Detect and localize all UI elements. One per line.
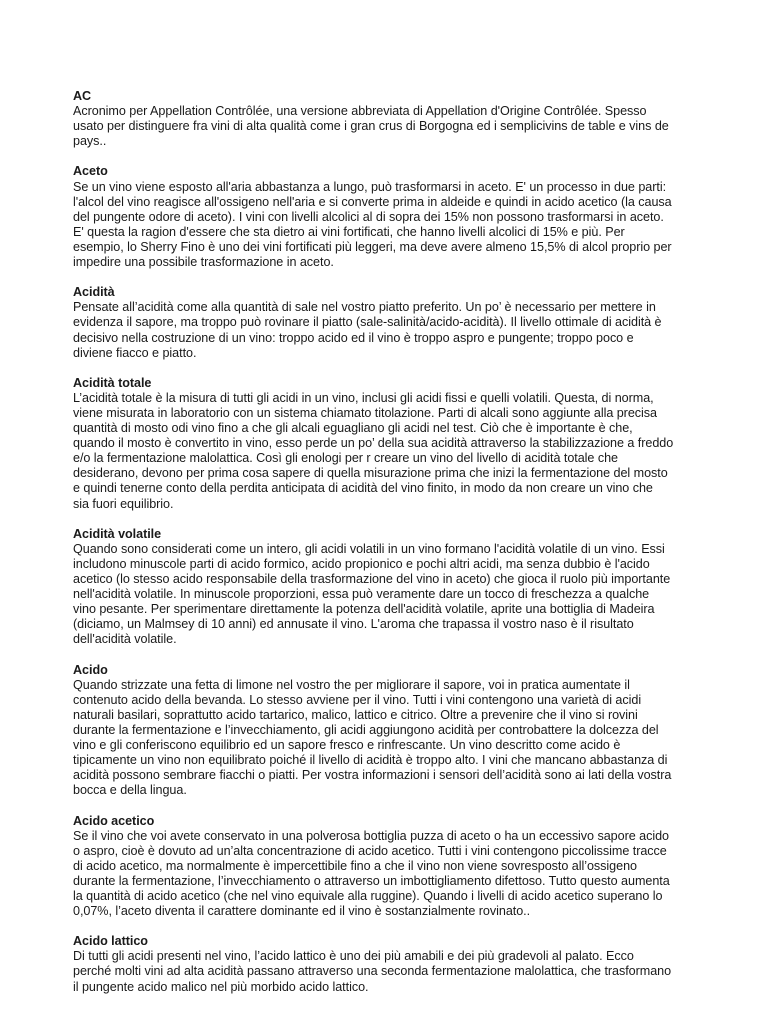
entry-term: Acidità <box>73 285 115 300</box>
entry-definition: Se il vino che voi avete conservato in una polverosa bottiglia puzza di aceto o ha un eccessivo sapore acido o aspro, cioè è dovuto ad un’alta concentrazione di acido acetico. Tutti i vini contengono piccolissime tracce di acido acetico, ma normalmente è impercettibile fino a che il vino non viene sovresposto all’ossigeno durante la fermentazione, l’invecchiamento o attraverso un imbottigliamento difettoso. Tutto questo aumenta la quantità di acido acetico (che nel vino equivale alla ruggine). Quando i livelli di acido acetico superano lo 0,07%, l’aceto diventa il carattere dominante ed il vino è sostanzialmente rovinato.. <box>73 828 670 919</box>
glossary-entry-acidita-volatile <box>73 527 728 648</box>
entry-definition: Quando strizzate una fetta di limone nel vostro the per migliorare il sapore, voi in pratica aumentate il contenuto acido della bevanda. Lo stesso avviene per il vino. Tutti i vini contengono una varietà di acidi naturali basilari, soprattutto acido tartarico, malico, lattico e citrico. Oltre a prevenire che il vino si rovini durante la fermentazione e l’invecchiamento, gli acidi aggiungono acidità per controbattere la dolcezza del vino e gli conferiscono equilibrio ed un sapore fresco e rinfrescante. Un vino descritto come acido è tipicamente un vino non equilibrato poiché il livello di acidità è troppo alto. I vini che mancano abbastanza di acidità possono sembrare fiacchi o piatti. Per vostra informazioni i sensori dell’acidità sono ai lati della vostra bocca e della lingua. <box>73 677 672 798</box>
entry-term: Acidità totale <box>73 375 152 390</box>
entry-definition: Pensate all’acidità come alla quantità di sale nel vostro piatto preferito. Un po’ è necessario per mettere in evidenza il sapore, ma troppo può rovinare il piatto (sale-salinità/acido-acidità). Il livello ottimale di acidità è decisivo nella costruzione di un vino: troppo acido ed il vino è troppo aspro e pungente; troppo poco e diviene fiacco e piatto. <box>73 300 662 360</box>
entry-definition: Quando sono considerati come un intero, gli acidi volatili in un vino formano l'acidità volatile di un vino. Essi includono minuscole parti di acido formico, acido propionico e pochi altri acidi, ma senza dubbio è l'acido acetico (lo stesso acido responsabile della trasformazione del vino in aceto) che gioca il ruolo più importante nell'acidità volatile. In minuscole proporzioni, essa può veramente dare un tocco di freschezza a qualche vino pesante. Per sperimentare direttamente la potenza dell'acidità volatile, aprite una bottiglia di Madeira (diciamo, un Malmsey di 10 anni) ed annusate il vino. L'aroma che trapassa il vostro naso è il risultato dell'acidità volatile. <box>73 541 671 647</box>
entry-term: Aceto <box>73 164 108 179</box>
entry-term: Acidità volatile <box>73 526 162 541</box>
entry-definition: Acronimo per Appellation Contrôlée, una versione abbreviata di Appellation d'Origine Contrôlée. Spesso usato per distinguere fra vini di alta qualità come i gran crus di Borgogna ed i semplicivins de table e vins de pays.. <box>73 104 669 149</box>
entry-definition: Di tutti gli acidi presenti nel vino, l’acido lattico è uno dei più amabili e dei più gradevoli al palato. Ecco perché molti vini ad alta acidità passano attraverso una seconda fermentazione malolattica, che trasformano il pungente acido malico nel più morbido acido lattico. <box>73 949 672 994</box>
entry-term: Acido lattico <box>73 934 148 949</box>
glossary-entry-aceto <box>73 164 728 270</box>
entry-definition: Se un vino viene esposto all'aria abbastanza a lungo, può trasformarsi in aceto. E' un processo in due parti: l'alcol del vino reagisce all'ossigeno nell'aria e si converte prima in aldeide e quindi in acido acetico (la causa del pungente odore di aceto). I vini con livelli alcolici al di sopra dei 15% non possono trasformarsi in aceto. E' questa la ragion d'essere che sta dietro ai vini fortificati, che hanno livelli alcolici di 15% e più. Per esempio, lo Sherry Fino è uno dei vini fortificati più leggeri, ma deve avere almeno 15,5% di alcol proprio per impedire una possibile trasformazione in aceto. <box>73 179 672 270</box>
glossary-entry-acido-acetico <box>73 814 728 920</box>
entry-term: Acido acetico <box>73 813 155 828</box>
glossary-entry-acido <box>73 663 728 799</box>
glossary-entry-acidita-totale <box>73 376 728 512</box>
glossary-entry-acidita <box>73 285 728 360</box>
glossary-entry-ac <box>73 89 728 149</box>
entry-definition: L’acidità totale è la misura di tutti gli acidi in un vino, inclusi gli acidi fissi e quelli volatili. Questa, di norma, viene misurata in laboratorio con un sistema chiamato titolazione. Parti di alcali sono aggiunte alla precisa quantità di mosto odi vino fino a che gli alcali eguagliano gli acidi nel test. Ciò che è importante è che, quando il mosto è convertito in vino, esso perde un po’ della sua acidità attraverso la stabilizzazione a freddo e/o la fermentazione malolattica. Così gli enologi per r creare un vino del livello di acidità totale che desiderano, devono per prima cosa sapere di quella misurazione prima che inizi la fermentazione del mosto e quindi tenerne conto della perdita anticipata di acidità del vino finito, in modo da non creare un vino che sia fuori equilibrio. <box>73 390 674 511</box>
glossary-entry-acido-lattico <box>73 934 728 994</box>
entry-term: Acido <box>73 662 108 677</box>
entry-term: AC <box>73 89 92 103</box>
